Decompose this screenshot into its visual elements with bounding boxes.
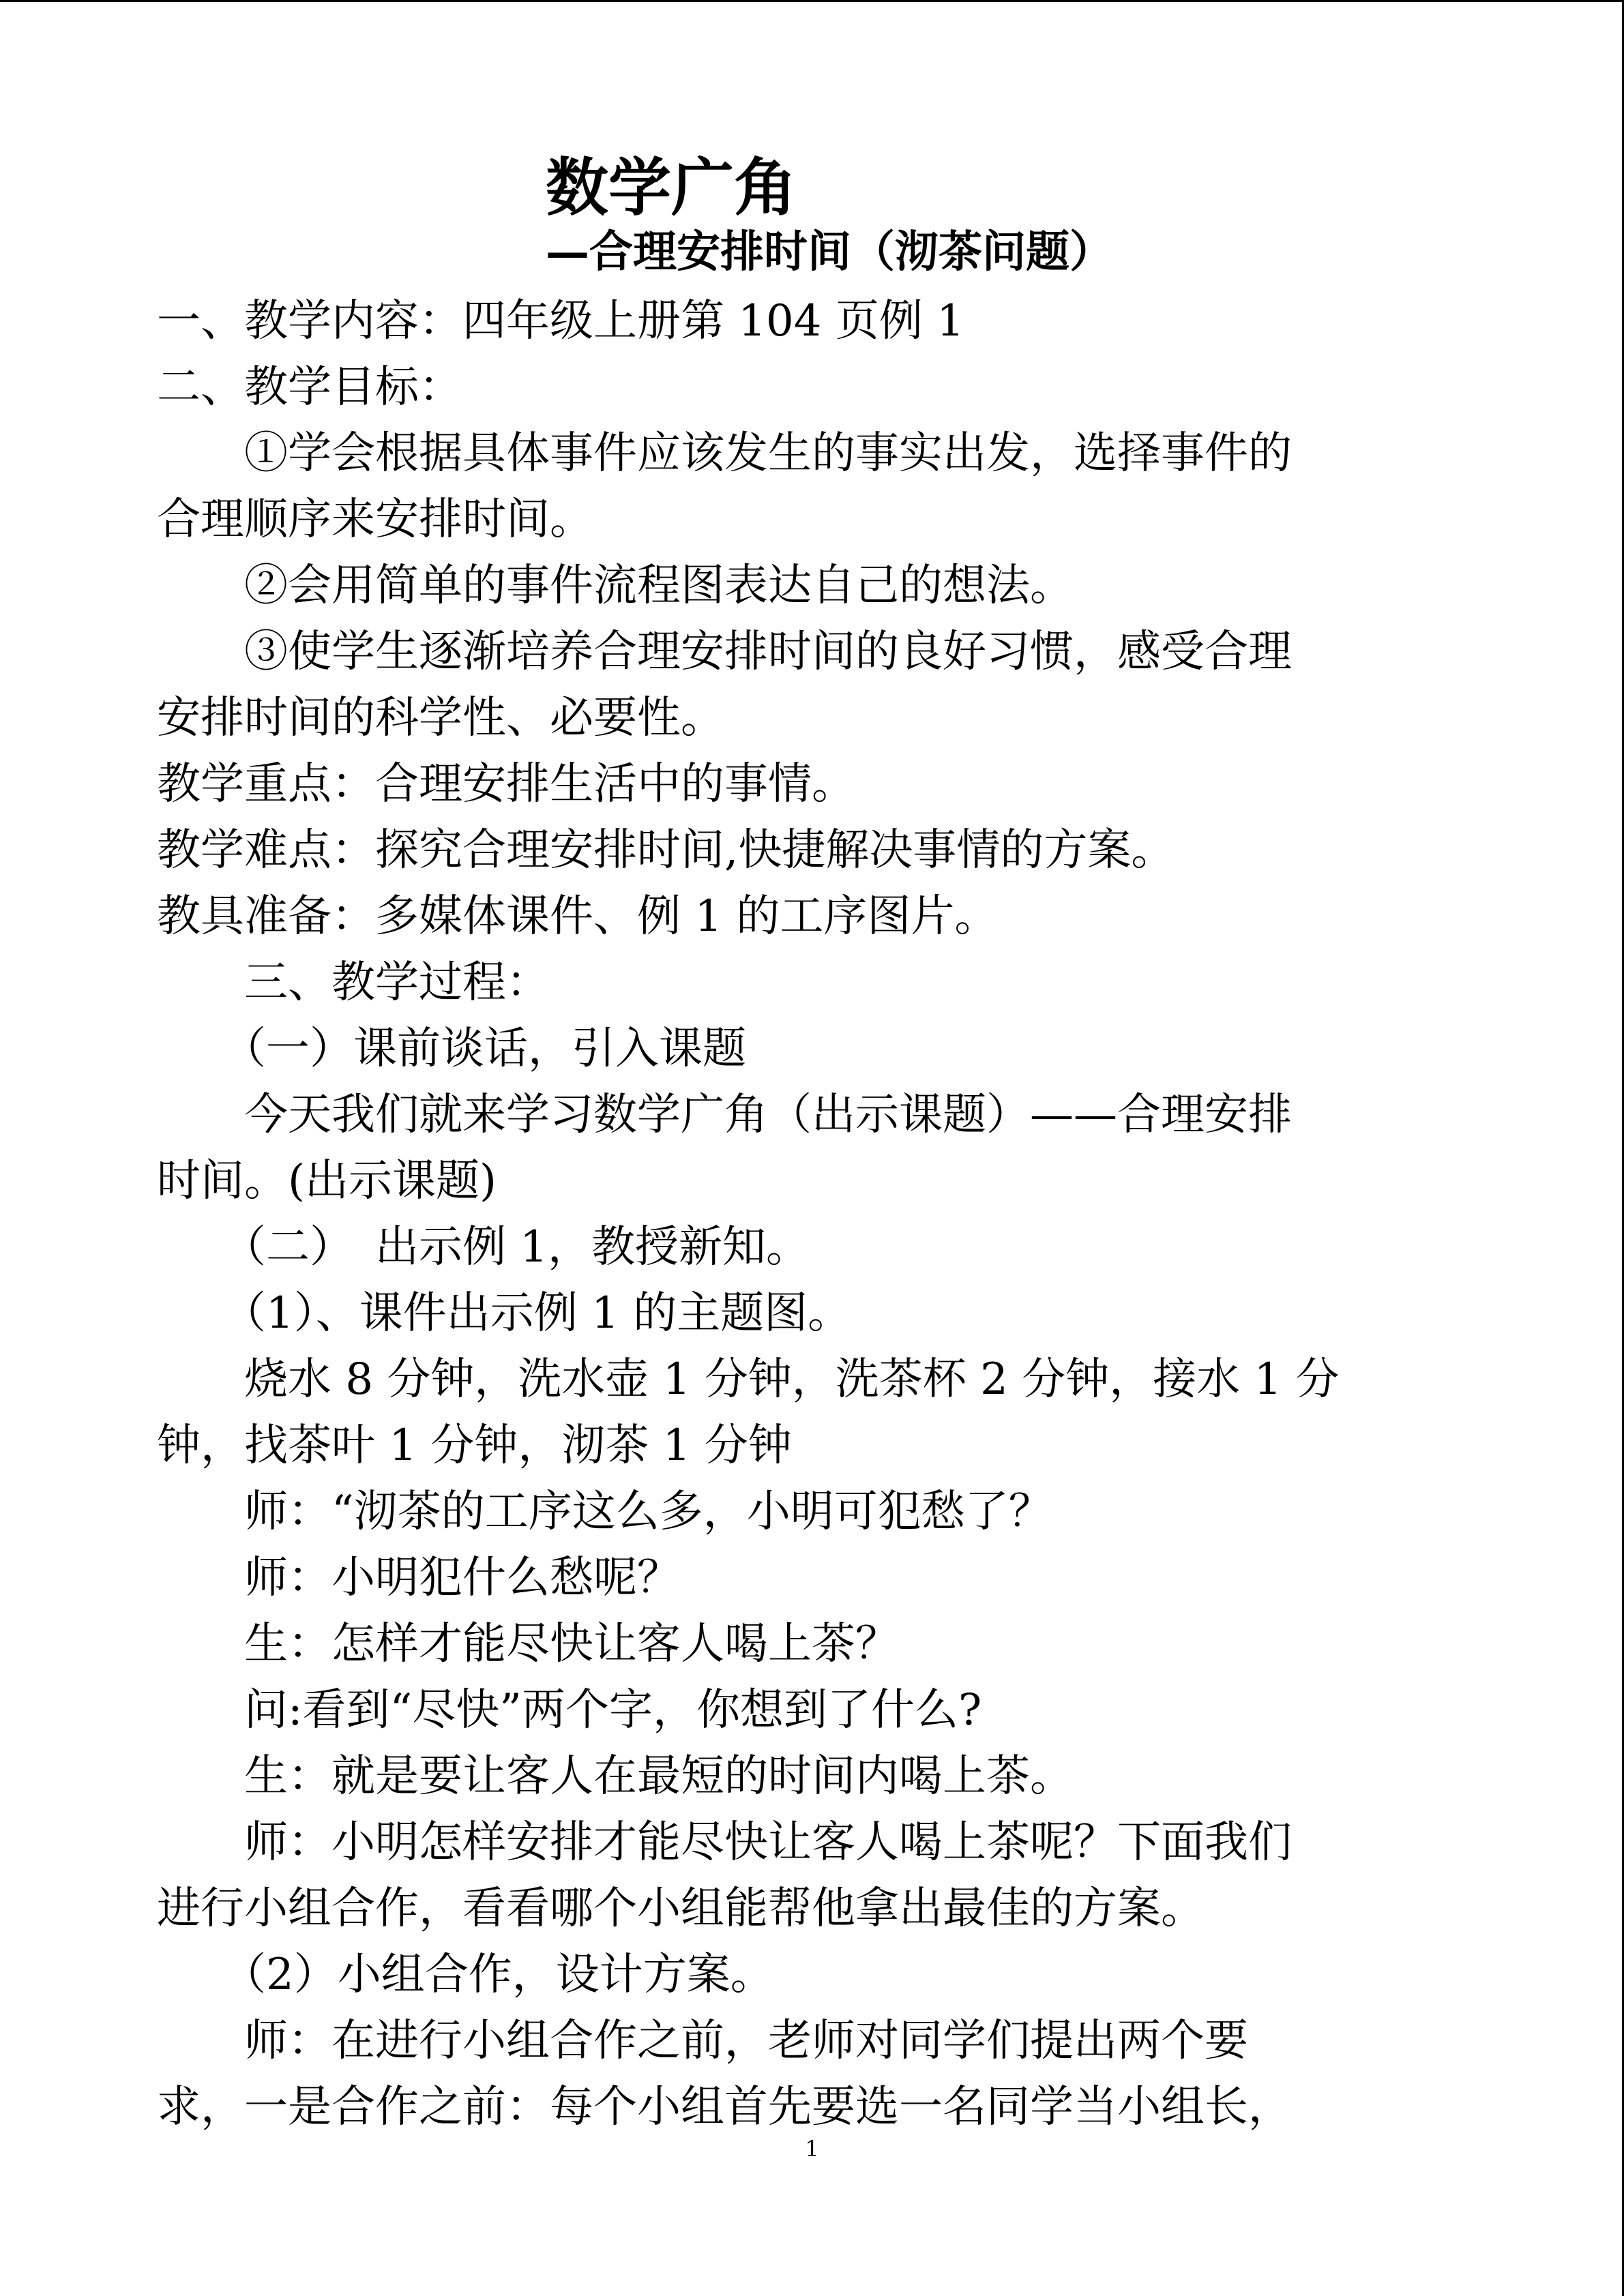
text-line: 求，一是合作之前：每个小组首先要选一名同学当小组长， — [157, 2082, 1292, 2132]
document-title: 数学广角 — [546, 151, 797, 224]
text-line: 生：就是要让客人在最短的时间内喝上茶。 — [157, 1751, 1074, 1802]
text-line: 时间。(出示课题) — [157, 1156, 497, 1206]
text-line: ②会用简单的事件流程图表达自己的想法。 — [157, 561, 1074, 611]
text-line: 合理顺序来安排时间。 — [157, 494, 593, 545]
text-line: 今天我们就来学习数学广角（出示课题）——合理安排 — [157, 1090, 1292, 1140]
text-line: 生：怎样才能尽快让客人喝上茶？ — [157, 1619, 899, 1669]
text-line: 钟，找茶叶 1 分钟，沏茶 1 分钟 — [157, 1420, 792, 1471]
text-line: 三、教学过程： — [157, 957, 550, 1008]
document-body — [157, 288, 1439, 2141]
text-line: （二） 出示例 1，教授新知。 — [157, 1222, 810, 1272]
text-line: （2）小组合作，设计方案。 — [157, 1950, 774, 2000]
text-line: 二、教学目标： — [157, 362, 462, 413]
text-line: （一）课前谈话，引入课题 — [157, 1024, 746, 1074]
text-line: 烧水 8 分钟，洗水壶 1 分钟，洗茶杯 2 分钟，接水 1 分 — [157, 1354, 1340, 1405]
text-line: 师：小明怎样安排才能尽快让客人喝上茶呢？下面我们 — [157, 1817, 1292, 1868]
text-line: 师：“沏茶的工序这么多，小明可犯愁了？ — [157, 1487, 1052, 1537]
page-number: 1 — [805, 2136, 819, 2162]
document-subtitle: —合理安排时间（沏茶问题） — [546, 226, 1113, 278]
text-line: 教具准备：多媒体课件、例 1 的工序图片。 — [157, 891, 999, 942]
text-line: 问:看到“尽快”两个字，你想到了什么? — [157, 1685, 982, 1735]
text-line: 师：在进行小组合作之前，老师对同学们提出两个要 — [157, 2016, 1248, 2066]
text-line: ①学会根据具体事件应该发生的事实出发，选择事件的 — [157, 428, 1292, 479]
text-line: 一、教学内容：四年级上册第 104 页例 1 — [157, 296, 964, 346]
text-line: 教学难点：探究合理安排时间,快捷解决事情的方案。 — [157, 825, 1175, 876]
text-line: （1）、课件出示例 1 的主题图。 — [157, 1288, 852, 1339]
text-line: ③使学生逐渐培养合理安排时间的良好习惯，感受合理 — [157, 627, 1292, 677]
text-line: 安排时间的科学性、必要性。 — [157, 693, 724, 743]
text-line: 教学重点：合理安排生活中的事情。 — [157, 759, 855, 809]
text-line: 师：小明犯什么愁呢？ — [157, 1553, 681, 1603]
text-line: 进行小组合作，看看哪个小组能帮他拿出最佳的方案。 — [157, 1883, 1205, 1934]
